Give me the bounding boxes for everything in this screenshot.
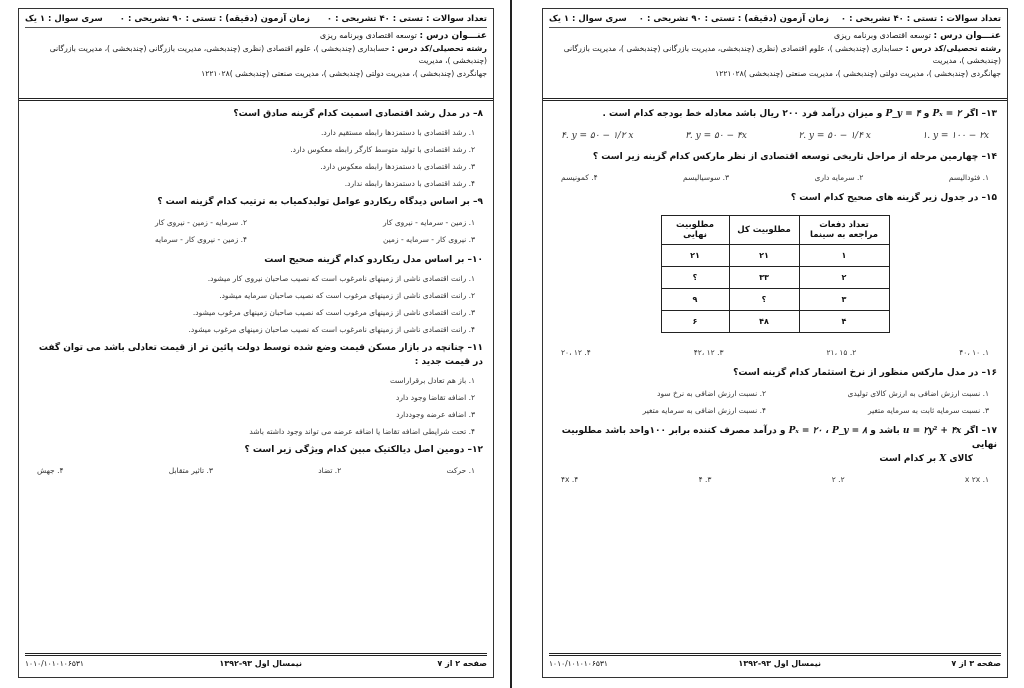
option-4: ۴. ۱۲ ،۲۰: [561, 348, 591, 357]
q17-text-b: باشد و: [870, 426, 900, 436]
table-row: [661, 311, 889, 333]
px-equation: Pₓ = ۲۰: [788, 426, 823, 436]
field-list-line2: جهانگردی (چندبخشی )، مدیریت دولتی (چندبخشی )، مدیریت صنعتی (چندبخشی )۱۲۲۱۰۲۸: [715, 69, 1001, 78]
table-cell: ؟: [661, 267, 729, 289]
px-equation: Pₓ = ۲: [932, 109, 962, 119]
questions-area: [543, 99, 1007, 485]
table-cell: ۱: [799, 245, 889, 267]
course-title: توسعه اقتصادی وبرنامه ریزی: [319, 31, 417, 40]
variable-x: X: [939, 454, 947, 464]
exam-header: [543, 9, 1007, 99]
table-cell: ۲: [799, 267, 889, 289]
exam-page-2: [0, 0, 505, 688]
table-cell: ۲۱: [729, 245, 799, 267]
question-text: ۱۱– چنانچه در بازار مسکن قیمت وضع شده توسط دولت پائین تر از قیمت تعادلی باشد می توان گفت در قیمت جدید :: [38, 343, 483, 367]
option-2: ۲. نسبت ارزش اضافی به نرخ سود: [657, 389, 766, 398]
option-1: ۱. باز هم تعادل برقراراست: [389, 376, 475, 385]
header-visits: تعداد دفعات مراجعه به سینما: [799, 216, 889, 245]
option-3: ۳. رشد اقتصادی با دستمزدها رابطه معکوس دارد.: [320, 162, 475, 171]
question-8: [29, 107, 483, 189]
question-10: [29, 253, 483, 335]
question-text: ۱۵– در جدول زیر گزینه های صحیح کدام است ؟: [790, 193, 997, 203]
option-4: ۴. رانت اقتصادی ناشی از زمینهای نامرغوب است که نصیب صاحبان زمینهای مرغوب میشود.: [188, 325, 475, 334]
option-1: ۱. حرکت: [446, 466, 475, 475]
option-3: ۳. سوسیالیسم: [683, 173, 730, 182]
py-equation: P_y = ۴: [885, 109, 921, 119]
question-text: [553, 107, 997, 121]
option-2: ۲. تضاد: [318, 466, 342, 475]
header-rule: [549, 27, 1001, 28]
page-frame: [18, 8, 494, 678]
page-number: صفحه ۲ از ۷: [437, 659, 487, 668]
question-counts: تعداد سوالات : تستی : ۴۰ تشریحی : ۰: [840, 14, 1001, 24]
option-1: ۱. y = ۱۰۰ − ۲x: [922, 131, 989, 141]
exam-code: ۱۰۱۰/۱۰۱۰۱۰۶۵۳۱: [25, 659, 84, 668]
question-counts: تعداد سوالات : تستی : ۴۰ تشریحی : ۰: [326, 14, 487, 24]
term-label: نیمسال اول ۹۳-۱۳۹۲: [219, 659, 302, 668]
option-1: ۱. رانت اقتصادی ناشی از زمینهای نامرغوب است که نصیب صاحبان نیروی کار میشود.: [207, 274, 475, 283]
question-series: سری سوال : ۱ یک: [549, 14, 627, 24]
question-17: [553, 424, 997, 485]
question-13: [553, 107, 997, 142]
q17-text-a: ۱۷– اگر: [964, 426, 997, 436]
question-text-line2: [553, 452, 997, 466]
option-4: ۴. نسبت ارزش اضافی به سرمایه متغیر: [642, 406, 766, 415]
question-text: ۱۶– در مدل مارکس منظور از نرخ استثمار کدام گزینه است؟: [733, 368, 997, 378]
header-rule: [25, 27, 487, 28]
q13-text-b: و میزان درآمد فرد ۲۰۰ ریال باشد معادله خط بودجه کدام است .: [602, 109, 883, 119]
table-cell: ۳: [799, 289, 889, 311]
option-4: ۴. کمونیسم: [561, 173, 598, 182]
option-4: ۴. زمین - نیروی کار - سرمایه: [154, 235, 247, 244]
option-2: ۲. رانت اقتصادی ناشی از زمینهای مرغوب است که نصیب صاحبان سرمایه میشود.: [219, 291, 475, 300]
option-1: ۱. رشد اقتصادی با دستمزدها رابطه مستقیم دارد.: [321, 128, 475, 137]
option-3: ۳. نسبت سرمایه ثابت به سرمایه متغیر: [867, 406, 989, 415]
q17-text-c: و درآمد مصرف کننده برابر ۱۰۰واحد باشد مطلوبیت نهایی: [561, 426, 997, 450]
table-cell: ۶: [661, 311, 729, 333]
option-3: ۳. y = ۵۰ − ۴x: [685, 131, 747, 141]
utility-table: [661, 215, 890, 333]
option-3: ۳. رانت اقتصادی ناشی از زمینهای مرغوب است که نصیب صاحبان زمینهای مرغوب میشود.: [192, 308, 475, 317]
utility-function: u = ۲y² + ۴x: [902, 426, 962, 436]
questions-area: [19, 99, 493, 476]
field-list-line1: حسابداری (چندبخشی )، علوم اقتصادی (نظری (چندبخشی، مدیریت بازرگانی (چندبخشی )، مدیریت بازرگانی (چندبخشی )، مدیریت: [563, 44, 1001, 65]
page-frame: [542, 8, 1008, 678]
question-text: ۱۲– دومین اصل دیالکتیک مبین کدام ویژگی زیر است ؟: [244, 445, 483, 455]
question-9: [29, 195, 483, 245]
header-total-utility: مطلوبیت کل: [729, 216, 799, 245]
question-series: سری سوال : ۱ یک: [25, 14, 103, 24]
question-text: ۱۴– چهارمین مرحله از مراحل تاریخی توسعه اقتصادی از نظر مارکس کدام گزینه زیر است ؟: [592, 152, 997, 162]
question-text: ۸– در مدل رشد اقتصادی اسمیت کدام گزینه صادق است؟: [233, 109, 483, 119]
exam-duration: زمان آزمون (دقیقه) : تستی : ۹۰ تشریحی : ۰: [638, 14, 829, 24]
q13-text-a: ۱۳– اگر: [964, 109, 997, 119]
option-1: ۱. زمین - سرمایه - نیروی کار: [382, 218, 475, 227]
table-header-row: [661, 216, 889, 245]
field-label: رشته تحصیلی/کد درس :: [391, 44, 487, 53]
option-2: ۲. ۲: [831, 475, 845, 484]
header-marginal-utility: مطلوبیت نهایی: [661, 216, 729, 245]
option-4: ۴. تحت شرایطی اضافه تقاضا یا اضافه عرضه می تواند وجود داشته باشد: [249, 427, 475, 436]
question-text: ۹– بر اساس دیدگاه ریکاردو عوامل تولیدکمیاب به ترتیب کدام گزینه است ؟: [157, 197, 483, 207]
option-3: ۳. ۴: [698, 475, 712, 484]
option-3: ۳. ۱۲ ،۴۲: [693, 348, 724, 357]
question-16: [553, 366, 997, 416]
option-3: ۳. اضافه عرضه وجوددارد: [396, 410, 475, 419]
q17-sep: ،: [825, 426, 829, 436]
table-cell: ۴: [799, 311, 889, 333]
option-1: ۱. فئودالیسم: [948, 173, 989, 182]
page-footer: [549, 653, 1001, 669]
option-3: ۳. تاثیر متقابل: [168, 466, 213, 475]
option-1: ۱. x ۲x: [964, 475, 989, 484]
q17-text-e: بر کدام است: [879, 454, 937, 464]
option-3: ۳. نیروی کار - سرمایه - زمین: [382, 235, 475, 244]
table-cell: ۴۸: [729, 311, 799, 333]
q17-text-d: کالای: [949, 454, 973, 464]
question-14: [553, 150, 997, 183]
table-cell: ۲۱: [661, 245, 729, 267]
question-11: [29, 341, 483, 437]
option-1: ۱. نسبت ارزش اضافی به ارزش کالای تولیدی: [847, 389, 989, 398]
page-number: صفحه ۳ از ۷: [951, 659, 1001, 668]
field-label: رشته تحصیلی/کد درس :: [905, 44, 1001, 53]
question-text: ۱۰– بر اساس مدل ریکاردو کدام گزینه صحیح است: [264, 255, 483, 265]
table-row: [661, 267, 889, 289]
option-2: ۲. سرمایه داری: [814, 173, 864, 182]
exam-code: ۱۰۱۰/۱۰۱۰۱۰۶۵۳۱: [549, 659, 608, 668]
course-label: عنـــوان درس :: [419, 31, 487, 41]
option-4: ۴. ۴x: [561, 475, 579, 484]
page-separator: [510, 0, 512, 688]
page-footer: [25, 653, 487, 669]
table-cell: ۳۳: [729, 267, 799, 289]
option-2: ۲. y = ۵۰ − ۱/۴ x: [798, 131, 871, 141]
question-15: [553, 191, 997, 358]
question-12: [29, 443, 483, 476]
table-cell: ۹: [661, 289, 729, 311]
course-title: توسعه اقتصادی وبرنامه ریزی: [833, 31, 931, 40]
option-4: ۴. y = ۵۰ − ۱/۲ x: [561, 131, 634, 141]
term-label: نیمسال اول ۹۳-۱۳۹۲: [738, 659, 821, 668]
option-2: ۲. اضافه تقاضا وجود دارد: [396, 393, 475, 402]
option-2: ۲. ۱۵ ،۲۱: [826, 348, 857, 357]
option-2: ۲. سرمایه - زمین - نیروی کار: [154, 218, 247, 227]
field-list-line1: حسابداری (چندبخشی )، علوم اقتصادی (نظری (چندبخشی، مدیریت بازرگانی (چندبخشی )، مدیریت بازرگانی (چندبخشی )، مدیریت: [49, 44, 487, 65]
table-row: [661, 245, 889, 267]
option-4: ۴. جهش: [37, 466, 64, 475]
q13-and: و: [923, 109, 930, 119]
table-row: [661, 289, 889, 311]
option-2: ۲. رشد اقتصادی با تولید متوسط کارگر رابطه معکوس دارد.: [290, 145, 475, 154]
course-label: عنـــوان درس :: [933, 31, 1001, 41]
table-cell: ؟: [729, 289, 799, 311]
py-equation: P_y = ۸: [831, 426, 868, 436]
field-list-line2: جهانگردی (چندبخشی )، مدیریت دولتی (چندبخشی )، مدیریت صنعتی (چندبخشی )۱۲۲۱۰۲۸: [201, 69, 487, 78]
option-1: ۱. ۱۰ ،۴۰: [959, 348, 989, 357]
exam-header: [19, 9, 493, 99]
question-text: [553, 424, 997, 452]
exam-duration: زمان آزمون (دقیقه) : تستی : ۹۰ تشریحی : ۰: [119, 14, 310, 24]
option-4: ۴. رشد اقتصادی با دستمزدها رابطه ندارد.: [344, 179, 475, 188]
exam-page-3: [516, 0, 1024, 688]
